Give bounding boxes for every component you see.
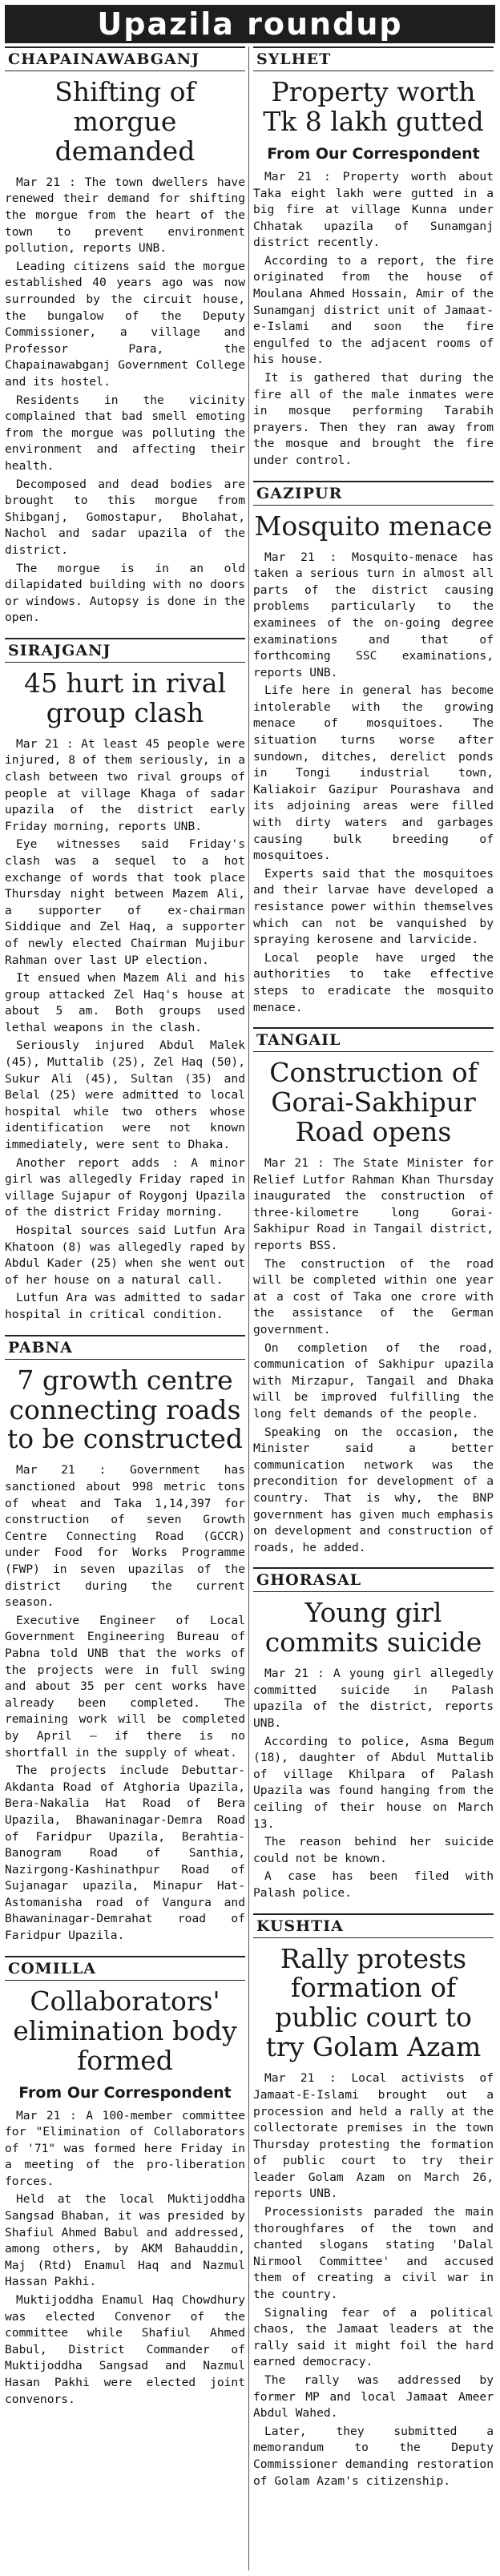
- article-paragraph: On completion of the road, communication of Sakhipur upazila with Mirzapur, Tangail and Dhaka will be improved fulfilling the long felt demands of the people.: [253, 1340, 494, 1421]
- article-paragraph: Mar 21 : Local activists of Jamaat-E-Islami brought out a procession and held a rally at the collectorate premises in the town Thursday protesting the formation of public court to try their leader Golam Azam on March 26, reports UNB.: [253, 2071, 494, 2201]
- article-paragraph: Later, they submitted a memorandum to the Deputy Commissioner demanding restoration of Golam Azam's citizenship.: [253, 2424, 494, 2488]
- article-headline: 45 hurt in rival group clash: [23, 667, 226, 728]
- article-paragraph: Decomposed and dead bodies are brought to this morgue from Shibganj, Gomostapur, Bholahat, Nachol and sadar upazila of the district.: [5, 477, 245, 557]
- article-paragraph: Muktijoddha Enamul Haq Chowdhury was elected Convenor of the committee while Shafiul Ahmed Babul, District Commander of Muktijoddha Sangsad and Nazmul Hasan Pakhi were elected joint convenors.: [5, 2293, 245, 2406]
- section-banner: Upazila roundup: [5, 5, 495, 43]
- article-paragraph: The rally was addressed by former MP and local Jamaat Ameer Abdul Wahed.: [253, 2373, 494, 2421]
- article-paragraph: It is gathered that during the fire all of the male inmates were in mosque performing Tarabih prayers. Then they ran away from the mosque and brought the fire under control.: [253, 371, 494, 467]
- article-headline: Young girl commits suicide: [264, 1597, 482, 1659]
- article-paragraph: Lutfun Ara was admitted to sadar hospital in critical condition.: [5, 1291, 245, 1321]
- article-tangail: [253, 1027, 494, 1556]
- article-headline: Mosquito menace: [254, 510, 493, 542]
- article-gazipur: [253, 481, 494, 1017]
- article-paragraph: The morgue is in an old dilapidated building with no doors or windows. Autopsy is done in the open.: [5, 561, 245, 625]
- article-paragraph: It ensued when Mazem Ali and his group attacked Zel Haq's house at about 5 am. Both groups used lethal weapons in the clash.: [5, 971, 245, 1034]
- article-paragraph: Mar 21 : A 100-member committee for "Elimination of Collaborators of '71" was formed here Friday in a meeting of the pro-liberation forces.: [5, 2108, 245, 2188]
- article-paragraph: Mar 21 : At least 45 people were injured, 8 of them seriously, in a clash between two rival groups of people at village Khaga of sadar upazila of the district early Friday morning, reports UNB.: [5, 736, 245, 833]
- article-byline: From Our Correspondent: [267, 144, 480, 163]
- article-comilla: [5, 1956, 245, 2409]
- article-kushtia: [253, 1913, 494, 2490]
- article-paragraph: Residents in the vicinity complained that bad smell emoting from the morgue was polluting the environment and affecting their health.: [5, 393, 245, 473]
- article-chapainawabganj: [5, 46, 245, 627]
- article-paragraph: Executive Engineer of Local Government Engineering Bureau of Pabna told UNB that the works of the projects were in full swing and about 35 per cent works have already been completed. The remaining work will be completed by April — if there is no shortfall in the supply of wheat.: [5, 1613, 245, 1760]
- article-paragraph: The projects include Debuttar-Akdanta Road of Atghoria Upazila, Bera-Nakalia Hat Road of Bera Upazila, Bhawaninagar-Demra Road of Faridpur Upazila, Berahtia-Banogram Road of Santhia, Nazirgong-Kashinathpur Road of Sujanagar upazila, Minapur Hat-Astomanisha road of Vangura and Bhawaninagar-Demrahat road of Faridpur Upazila.: [5, 1764, 245, 1943]
- article-sylhet: [253, 46, 494, 470]
- article-headline: 7 growth centre connecting roads to be constructed: [7, 1364, 243, 1455]
- article-paragraph: Hospital sources said Lutfun Ara Khatoon (8) was allegedly raped by Abdul Kader (25) when she went out of her house on a natural call.: [5, 1223, 245, 1287]
- article-paragraph: According to police, Asma Begum (18), daughter of Abdul Muttalib of village Khilpara of Palash Upazila was found hanging from the ceiling of their house on March 13.: [253, 1734, 494, 1831]
- article-paragraph: Local people have urged the authorities to take effective steps to eradicate the mosquito menace.: [253, 950, 494, 1014]
- article-paragraph: Mar 21 : The town dwellers have renewed their demand for shifting the morgue from the heart of the town to prevent environment pollution, reports UNB.: [5, 175, 245, 256]
- article-ghorasal: [253, 1567, 494, 1901]
- article-paragraph: Speaking on the occasion, the Minister said a better communication network was the precondition for development of a country. That is why, the BNP government has given much emphasis on development and construction of roads, he added.: [253, 1425, 494, 1554]
- article-sirajganj: [5, 638, 245, 1324]
- dateline-location: COMILLA: [5, 1956, 245, 1981]
- right-column: [253, 46, 494, 2501]
- article-paragraph: Mar 21 : A young girl allegedly committed suicide in Palash upazila of the district, reports UNB.: [253, 1667, 494, 1730]
- article-paragraph: A case has been filed with Palash police.: [253, 1869, 494, 1900]
- article-paragraph: The reason behind her suicide could not be known.: [253, 1835, 494, 1865]
- dateline-location: KUSHTIA: [253, 1913, 494, 1938]
- dateline-location: PABNA: [5, 1335, 245, 1360]
- article-paragraph: Eye witnesses said Friday's clash was a sequel to a hot exchange of words that took place Thursday night between Mazem Ali, a supporter of ex-chairman Siddique and Zel Haq, a supporter of newly elected Chairman Mujibur Rahman over last UP election.: [5, 837, 245, 967]
- article-headline: Shifting of morgue demanded: [54, 76, 196, 167]
- article-paragraph: Signaling fear of a political chaos, the Jamaat leaders at the rally said it might foil the hard earned democracy.: [253, 2305, 494, 2369]
- dateline-location: SYLHET: [253, 46, 494, 71]
- article-byline: From Our Correspondent: [18, 2083, 232, 2102]
- article-paragraph: Experts said that the mosquitoes and their larvae have developed a resistance power within themselves which can not be vanquished by spraying kerosene and larvicide.: [253, 866, 494, 947]
- article-paragraph: Another report adds : A minor girl was allegedly Friday raped in village Sujapur of Roygonj Upazila of the district Friday morning.: [5, 1155, 245, 1219]
- article-headline: Construction of Gorai-Sakhipur Road opens: [269, 1057, 478, 1148]
- article-paragraph: Held at the local Muktijoddha Sangsad Bhaban, it was presided by Shafiul Ahmed Babul and addressed, among others, by AKM Bahauddin, Maj (Rtd) Enamul Haq and Nazmul Hassan Pakhi.: [5, 2192, 245, 2289]
- article-paragraph: Seriously injured Abdul Malek (45), Muttalib (25), Zel Haq (50), Sukur Ali (45), Sultan (35) and Belal (25) were admitted to local hospital while two others whose identification were not known immediately, were sent to Dhaka.: [5, 1038, 245, 1152]
- article-paragraph: The construction of the road will be completed within one year at a cost of Taka one crore with the assistance of the German government.: [253, 1256, 494, 1336]
- article-pabna: [5, 1335, 245, 1945]
- dateline-location: SIRAJGANJ: [5, 638, 245, 663]
- article-paragraph: Mar 21 : Mosquito-menace has taken a serious turn in almost all parts of the district causing problems particularly to the examinees of the on-going degree examinations and that of forthcoming SSC examinations, reports UNB.: [253, 550, 494, 679]
- article-paragraph: Processionists paraded the main thoroughfares of the town and chanted slogans stating 'Dalal Nirmool Committee' and accused them of creating a civil war in the country.: [253, 2205, 494, 2302]
- article-headline: Property worth Tk 8 lakh gutted: [263, 76, 484, 137]
- article-paragraph: According to a report, the fire originated from the house of Moulana Ahmed Hossain, Amir of the Sunamganj district unit of Jamaat-e-Islami and soon the fire engulfed to the adjacent rooms of his house.: [253, 253, 494, 367]
- dateline-location: CHAPAINAWABGANJ: [5, 46, 245, 71]
- article-paragraph: Mar 21 : The State Minister for Relief Lutfor Rahman Khan Thursday inaugurated the construction of three-kilometre long Gorai-Sakhipur Road in Tangail district, reports BSS.: [253, 1156, 494, 1252]
- dateline-location: GHORASAL: [253, 1567, 494, 1592]
- article-paragraph: Mar 21 : Government has sanctioned about 998 metric tons of wheat and Taka 1,14,397 for construction of seven Growth Centre Connecting Road (GCCR) under Food for Works Programme (FWP) in seven upazilas of the district during the current season.: [5, 1463, 245, 1610]
- article-paragraph: Life here in general has become intolerable with the growing menace of mosquitoes. The situation turns worse after sundown, ditches, derelict ponds in Tongi industrial town, Kaliakoir Gazipur Pourashava and its adjoining areas were filled with dirty waters and garbages causing bulk breeding of mosquitoes.: [253, 683, 494, 863]
- column-divider: [248, 46, 249, 2570]
- article-headline: Collaborators' elimination body formed: [13, 1985, 237, 2076]
- article-paragraph: Mar 21 : Property worth about Taka eight lakh were gutted in a big fire at village Kunna under Chhatak upazila of Sunamganj district recently.: [253, 169, 494, 250]
- dateline-location: TANGAIL: [253, 1027, 494, 1052]
- article-paragraph: Leading citizens said the morgue established 40 years ago was now surrounded by the circuit house, the bungalow of the Deputy Commissioner, a village and Professor Para, the Chapainawabganj Government College and its hostel.: [5, 259, 245, 389]
- article-headline: Rally protests formation of public court to try Golam Azam: [265, 1942, 482, 2063]
- dateline-location: GAZIPUR: [253, 481, 494, 506]
- left-column: [5, 46, 245, 2419]
